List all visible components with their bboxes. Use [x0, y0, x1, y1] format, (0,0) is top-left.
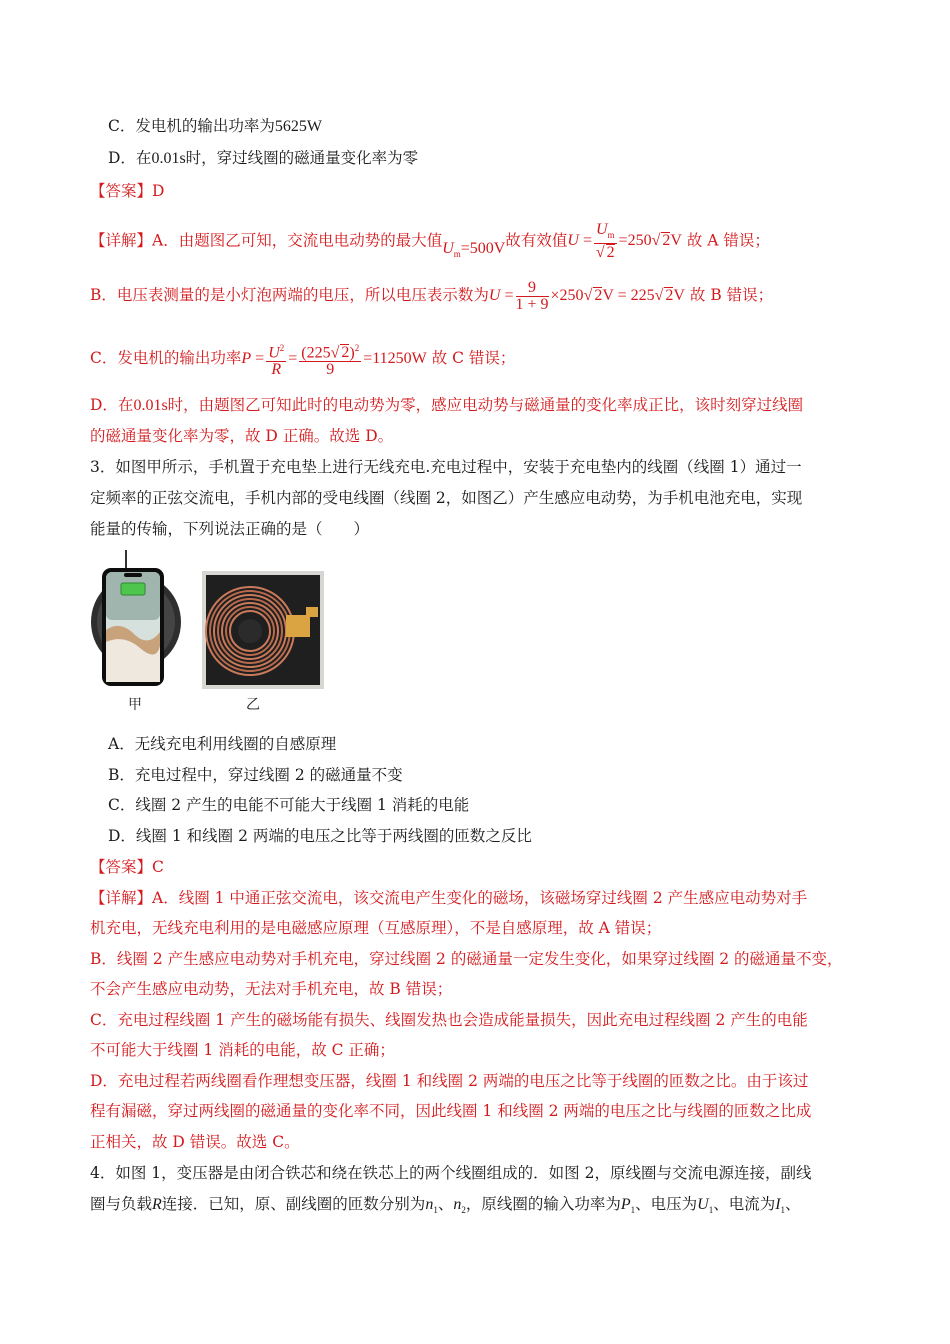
q3-stem-line3: 能量的传输，下列说法正确的是（ ）	[90, 520, 370, 538]
q3-detail-line8: 程有漏磁，穿过两线圈的磁通量的变化率不同，因此线圈 1 和线圈 2 两端的电压之比与线圈的匝数之比成	[90, 1102, 812, 1120]
q3-stem-line2: 定频率的正弦交流电，手机内部的受电线圈（线圈 2，如图乙）产生感应电动势，为手机电池充电，实现	[90, 489, 803, 507]
q3-detail-line6: 不可能大于线圈 1 消耗的电能，故 C 正确；	[90, 1041, 395, 1059]
fig-b-caption: 乙	[246, 697, 260, 713]
phone-on-pad-image	[90, 550, 200, 690]
q3-option-c: C．线圈 2 产生的电能不可能大于线圈 1 消耗的电能	[108, 796, 470, 814]
detail-d-line1: D．在0.01s时，由题图乙可知此时的电动势为零，感应电动势与磁通量的变化率成正比，该时刻穿过线圈	[90, 396, 804, 414]
q3-detail-line9: 正相关，故 D 错误。故选 C。	[90, 1133, 300, 1151]
option-d: D．在0.01s时，穿过线圈的磁通量变化率为零	[108, 149, 419, 167]
detail-b: B．电压表测量的是小灯泡两端的电压，所以电压表示数为U = $\frac{9}{1 + 9}$ ×250√ 2V = 225√ 2V 故 B 错误；	[90, 279, 774, 313]
fig-a-caption: 甲	[128, 697, 142, 713]
q4-stem-line2: 圈与负载R连接．已知，原、副线圈的匝数分别为$n_1$、$n_2$，原线圈的输入功率为$P_1$、电压为$U_1$、电流为$I_1$、	[90, 1195, 801, 1216]
q3-option-b: B．充电过程中，穿过线圈 2 的磁通量不变	[108, 766, 403, 784]
q3-option-d: D．线圈 1 和线圈 2 两端的电压之比等于两线圈的匝数之反比	[108, 827, 532, 845]
option-c: C．发电机的输出功率为5625W	[108, 117, 322, 135]
q3-answer: 【答案】C	[90, 858, 164, 876]
detail-c: C．发电机的输出功率P = $\frac{U^2}{R}$ = $\frac{(225√ 2)^2}{9}$ =11250W 故 C 错误；	[90, 340, 515, 378]
q3-option-a: A．无线充电利用线圈的自感原理	[108, 735, 337, 753]
receiving-coil-image	[202, 571, 324, 689]
detail-d-line2: 的磁通量变化率为零，故 D 正确。故选 D。	[90, 427, 394, 445]
q3-detail-line1: 【详解】A．线圈 1 中通正弦交流电，该交流电产生变化的磁场，该磁场穿过线圈 2 产生感应电动势对手	[90, 889, 808, 907]
q3-detail-line5: C．充电过程线圈 1 产生的磁场能有损失、线圈发热也会造成能量损失，因此充电过程线圈 2 产生的电能	[90, 1011, 808, 1029]
q4-stem-line1: 4．如图 1，变压器是由闭合铁芯和绕在铁芯上的两个线圈组成的．如图 2，原线圈与交流电源连接，副线	[90, 1164, 812, 1182]
q3-detail-line7: D．充电过程若两线圈看作理想变压器，线圈 1 和线圈 2 两端的电压之比等于线圈的匝数之比。由于该过	[90, 1072, 809, 1090]
detail-a: 【详解】A．由题图乙可知，交流电电动势的最大值$U_m=500V$故有效值U = $\frac{U_m}{√ 2}$ =250√ 2V 故 A 错误；	[90, 221, 770, 262]
q3-stem-line1: 3．如图甲所示，手机置于充电垫上进行无线充电.充电过程中，安装于充电垫内的线圈（线圈 1）通过一	[90, 458, 802, 476]
q3-detail-line3: B．线圈 2 产生感应电动势对手机充电，穿过线圈 2 的磁通量一定发生变化，如果穿过线圈 2 的磁通量不变，	[90, 950, 843, 968]
answer-label: 【答案】D	[90, 182, 165, 200]
q3-detail-line4: 不会产生感应电动势，无法对手机充电，故 B 错误；	[90, 980, 453, 998]
q3-detail-line2: 机充电，无线充电利用的是电磁感应原理（互感原理），不是自感原理，故 A 错误；	[90, 919, 662, 937]
